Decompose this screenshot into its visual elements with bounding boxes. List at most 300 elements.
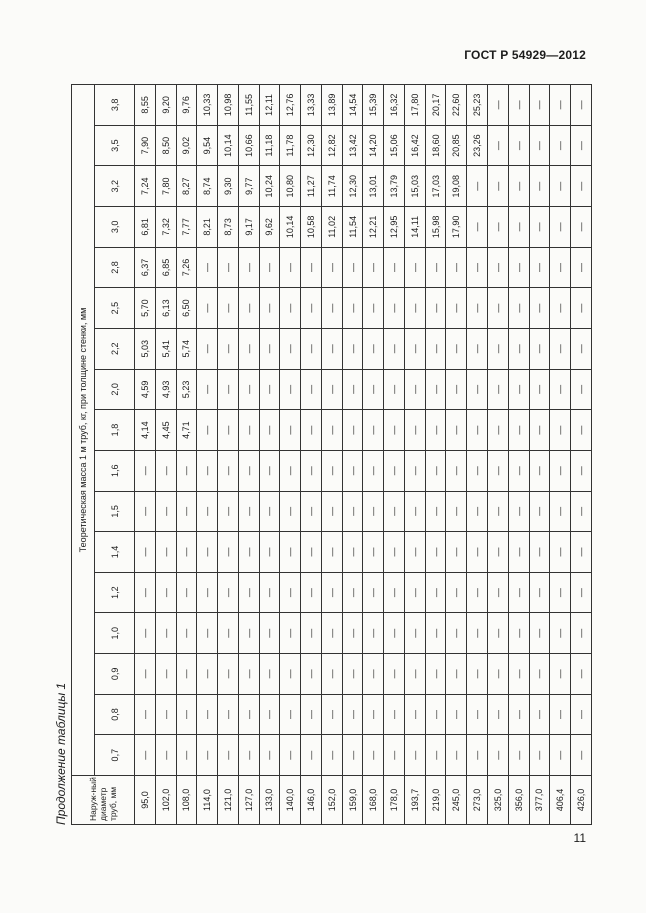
mass-cell: — (197, 654, 218, 695)
mass-cell: — (550, 450, 571, 491)
mass-cell: — (259, 328, 280, 369)
mass-cell: — (529, 166, 550, 207)
mass-cell: — (446, 410, 467, 451)
mass-cell: — (280, 288, 301, 329)
mass-cell: — (488, 654, 509, 695)
mass-cell: 25,23 (467, 85, 488, 126)
mass-cell: — (218, 572, 239, 613)
standard-header: ГОСТ Р 54929—2012 (464, 48, 586, 62)
diameter-cell: 152,0 (321, 776, 342, 825)
mass-cell: — (280, 572, 301, 613)
thickness-header-cell: 0,9 (95, 654, 135, 695)
diameter-cell: 102,0 (155, 776, 176, 825)
mass-cell: 12,21 (363, 207, 384, 248)
mass-cell: — (301, 328, 322, 369)
mass-cell: — (135, 735, 156, 776)
mass-cell: — (238, 735, 259, 776)
mass-cell: — (529, 85, 550, 126)
mass-cell: — (571, 450, 592, 491)
mass-cell: 5,03 (135, 328, 156, 369)
diameter-cell: 245,0 (446, 776, 467, 825)
mass-cell: — (155, 654, 176, 695)
diameter-cell: 178,0 (384, 776, 405, 825)
mass-cell: — (321, 572, 342, 613)
mass-cell: — (176, 532, 197, 573)
mass-cell: — (488, 125, 509, 166)
mass-cell: — (571, 166, 592, 207)
mass-cell: — (197, 288, 218, 329)
mass-cell: 8,55 (135, 85, 156, 126)
mass-cell: 4,45 (155, 410, 176, 451)
mass-cell: — (218, 288, 239, 329)
mass-cell: 10,33 (197, 85, 218, 126)
mass-cell: — (467, 572, 488, 613)
mass-cell: 12,95 (384, 207, 405, 248)
mass-cell: — (508, 125, 529, 166)
mass-cell: 13,01 (363, 166, 384, 207)
mass-cell: — (259, 654, 280, 695)
mass-cell: — (529, 532, 550, 573)
table-row (218, 85, 239, 825)
mass-cell: — (508, 491, 529, 532)
mass-cell: — (197, 613, 218, 654)
mass-cell: — (321, 532, 342, 573)
mass-cell: 7,24 (135, 166, 156, 207)
mass-cell: — (467, 207, 488, 248)
mass-cell: — (508, 85, 529, 126)
mass-cell: — (467, 369, 488, 410)
mass-cell: — (404, 410, 425, 451)
mass-cell: 11,18 (259, 125, 280, 166)
table-caption: Продолжение таблицы 1 (54, 682, 68, 825)
table-row (135, 85, 156, 825)
mass-cell: — (550, 207, 571, 248)
mass-cell: — (508, 735, 529, 776)
mass-cell: — (197, 735, 218, 776)
mass-cell: — (404, 369, 425, 410)
table-row (301, 85, 322, 825)
mass-cell: — (259, 532, 280, 573)
mass-cell: — (446, 247, 467, 288)
mass-cell: — (488, 613, 509, 654)
mass-cell: 22,60 (446, 85, 467, 126)
mass-cell: — (550, 85, 571, 126)
mass-cell: — (301, 572, 322, 613)
diameter-cell: 219,0 (425, 776, 446, 825)
table-row (550, 85, 571, 825)
mass-cell: 12,11 (259, 85, 280, 126)
mass-cell: — (342, 369, 363, 410)
diameter-cell: 95,0 (135, 776, 156, 825)
mass-cell: — (446, 694, 467, 735)
mass-cell: — (529, 491, 550, 532)
mass-cell: — (467, 247, 488, 288)
mass-cell: — (384, 247, 405, 288)
mass-cell: — (571, 328, 592, 369)
mass-cell: — (550, 572, 571, 613)
diameter-cell: 426,0 (571, 776, 592, 825)
mass-cell: — (301, 410, 322, 451)
mass-cell: 6,85 (155, 247, 176, 288)
thickness-header-cell: 0,7 (95, 735, 135, 776)
mass-cell: — (197, 247, 218, 288)
mass-cell: — (155, 572, 176, 613)
mass-cell: — (155, 532, 176, 573)
mass-cell: — (446, 450, 467, 491)
thickness-header-cell: 1,0 (95, 613, 135, 654)
diameter-cell: 168,0 (363, 776, 384, 825)
table-row (197, 85, 218, 825)
table-row (508, 85, 529, 825)
mass-cell: 9,77 (238, 166, 259, 207)
mass-cell: — (342, 288, 363, 329)
diameter-cell: 140,0 (280, 776, 301, 825)
mass-cell: — (238, 572, 259, 613)
mass-cell: 8,27 (176, 166, 197, 207)
mass-cell: — (238, 654, 259, 695)
mass-cell: — (404, 735, 425, 776)
mass-cell: — (218, 532, 239, 573)
mass-cell: — (384, 410, 405, 451)
diameter-header: Наруж-ный диаметр труб, мм (72, 776, 135, 825)
mass-cell: — (363, 694, 384, 735)
mass-cell: — (176, 613, 197, 654)
mass-cell: — (508, 410, 529, 451)
mass-cell: — (467, 613, 488, 654)
mass-cell: — (488, 572, 509, 613)
mass-cell: — (176, 491, 197, 532)
mass-cell: 4,93 (155, 369, 176, 410)
mass-cell: 8,74 (197, 166, 218, 207)
mass-cell: — (301, 450, 322, 491)
thickness-header-cell: 0,8 (95, 694, 135, 735)
mass-cell: — (425, 247, 446, 288)
mass-cell: — (321, 410, 342, 451)
table-row (155, 85, 176, 825)
mass-cell: 10,80 (280, 166, 301, 207)
mass-cell: — (404, 613, 425, 654)
mass-cell: — (218, 410, 239, 451)
mass-cell: — (342, 735, 363, 776)
mass-cell: — (404, 328, 425, 369)
mass-cell: 9,17 (238, 207, 259, 248)
mass-cell: — (259, 694, 280, 735)
mass-cell: 14,54 (342, 85, 363, 126)
mass-cell: — (446, 572, 467, 613)
thickness-header-cell: 3,8 (95, 85, 135, 126)
mass-cell: — (425, 613, 446, 654)
mass-cell: — (280, 410, 301, 451)
mass-cell: — (446, 654, 467, 695)
mass-cell: — (342, 450, 363, 491)
mass-cell: 16,32 (384, 85, 405, 126)
mass-cell: — (550, 369, 571, 410)
mass-cell: — (508, 694, 529, 735)
mass-cell: — (321, 735, 342, 776)
mass-cell: — (550, 247, 571, 288)
mass-cell: — (425, 328, 446, 369)
mass-cell: — (135, 450, 156, 491)
mass-cell: — (176, 654, 197, 695)
mass-cell: — (384, 288, 405, 329)
table-row (384, 85, 405, 825)
mass-cell: — (259, 735, 280, 776)
mass-cell: — (301, 735, 322, 776)
mass-cell: 11,54 (342, 207, 363, 248)
mass-cell: 12,30 (301, 125, 322, 166)
mass-cell: — (529, 410, 550, 451)
mass-cell: — (363, 572, 384, 613)
mass-cell: — (404, 288, 425, 329)
mass-cell: — (404, 532, 425, 573)
mass-cell: — (135, 532, 156, 573)
mass-cell: — (363, 328, 384, 369)
mass-cell: — (342, 247, 363, 288)
mass-cell: — (218, 369, 239, 410)
mass-cell: — (508, 572, 529, 613)
mass-cell: 13,33 (301, 85, 322, 126)
mass-cell: — (280, 247, 301, 288)
mass-cell: — (446, 491, 467, 532)
diameter-cell: 159,0 (342, 776, 363, 825)
table-row (176, 85, 197, 825)
mass-cell: — (363, 410, 384, 451)
mass-cell: 11,02 (321, 207, 342, 248)
mass-cell: — (488, 166, 509, 207)
mass-cell: 10,66 (238, 125, 259, 166)
mass-cell: 13,42 (342, 125, 363, 166)
mass-cell: — (529, 207, 550, 248)
mass-cell: — (238, 369, 259, 410)
mass-cell: — (301, 654, 322, 695)
mass-cell: — (529, 694, 550, 735)
mass-cell: — (467, 410, 488, 451)
mass-cell: — (238, 247, 259, 288)
mass-cell: — (571, 491, 592, 532)
mass-cell: — (280, 735, 301, 776)
thickness-header-row (95, 85, 135, 825)
mass-cell: 7,80 (155, 166, 176, 207)
mass-cell: — (321, 288, 342, 329)
mass-cell: — (550, 735, 571, 776)
mass-cell: 15,06 (384, 125, 405, 166)
diameter-cell: 325,0 (488, 776, 509, 825)
mass-group-header: Теоретическая масса 1 м труб, кг, при толщине стенки, мм (72, 85, 95, 776)
mass-cell: — (404, 654, 425, 695)
mass-cell: — (301, 694, 322, 735)
mass-cell: — (280, 328, 301, 369)
mass-cell: — (155, 450, 176, 491)
mass-cell: — (508, 369, 529, 410)
mass-cell: — (384, 369, 405, 410)
mass-cell: — (571, 654, 592, 695)
mass-cell: — (550, 328, 571, 369)
mass-cell: — (446, 735, 467, 776)
mass-cell: — (176, 735, 197, 776)
mass-cell: 8,73 (218, 207, 239, 248)
mass-cell: — (342, 328, 363, 369)
mass-cell: — (529, 450, 550, 491)
mass-cell: — (550, 491, 571, 532)
mass-cell: 9,20 (155, 85, 176, 126)
mass-cell: 5,70 (135, 288, 156, 329)
mass-cell: — (218, 328, 239, 369)
mass-cell: — (280, 450, 301, 491)
table-row (467, 85, 488, 825)
mass-cell: — (280, 613, 301, 654)
mass-cell: 4,71 (176, 410, 197, 451)
mass-cell: — (342, 572, 363, 613)
mass-cell: — (467, 654, 488, 695)
mass-cell: — (467, 735, 488, 776)
thickness-header-cell: 2,8 (95, 247, 135, 288)
mass-cell: 7,77 (176, 207, 197, 248)
mass-cell: 12,30 (342, 166, 363, 207)
mass-cell: — (238, 288, 259, 329)
mass-cell: — (363, 613, 384, 654)
mass-cell: — (259, 572, 280, 613)
mass-cell: — (529, 613, 550, 654)
mass-cell: — (363, 491, 384, 532)
diameter-cell: 133,0 (259, 776, 280, 825)
mass-cell: — (529, 369, 550, 410)
mass-cell: 11,78 (280, 125, 301, 166)
mass-cell: — (363, 288, 384, 329)
mass-cell: — (321, 694, 342, 735)
mass-cell: — (488, 410, 509, 451)
mass-cell: — (425, 288, 446, 329)
diameter-cell: 193,7 (404, 776, 425, 825)
mass-cell: — (384, 572, 405, 613)
thickness-header-cell: 3,0 (95, 207, 135, 248)
mass-cell: — (321, 491, 342, 532)
mass-cell: — (301, 613, 322, 654)
mass-cell: — (508, 328, 529, 369)
mass-cell: — (425, 369, 446, 410)
mass-cell: 13,79 (384, 166, 405, 207)
mass-cell: — (342, 532, 363, 573)
mass-cell: — (301, 532, 322, 573)
mass-cell: 5,23 (176, 369, 197, 410)
mass-cell: 15,03 (404, 166, 425, 207)
mass-cell: — (404, 694, 425, 735)
mass-cell: — (218, 654, 239, 695)
mass-cell: — (301, 247, 322, 288)
mass-cell: — (550, 410, 571, 451)
table-row (280, 85, 301, 825)
mass-cell: 14,11 (404, 207, 425, 248)
mass-cell: — (404, 491, 425, 532)
mass-cell: — (363, 450, 384, 491)
table-row (363, 85, 384, 825)
mass-cell: — (467, 288, 488, 329)
diameter-cell: 273,0 (467, 776, 488, 825)
mass-cell: — (218, 694, 239, 735)
mass-cell: — (529, 572, 550, 613)
mass-cell: — (488, 491, 509, 532)
mass-cell: — (135, 694, 156, 735)
mass-cell: — (176, 572, 197, 613)
mass-cell: 7,90 (135, 125, 156, 166)
mass-cell: — (280, 491, 301, 532)
table-row (571, 85, 592, 825)
mass-cell: — (550, 532, 571, 573)
table-row (238, 85, 259, 825)
mass-cell: — (508, 450, 529, 491)
mass-cell: 6,50 (176, 288, 197, 329)
mass-cell: — (446, 328, 467, 369)
mass-cell: — (155, 491, 176, 532)
table-header (72, 85, 135, 825)
mass-cell: — (342, 491, 363, 532)
mass-cell: — (425, 532, 446, 573)
mass-cell: 14,20 (363, 125, 384, 166)
mass-cell: 8,21 (197, 207, 218, 248)
mass-cell: — (571, 532, 592, 573)
diameter-cell: 108,0 (176, 776, 197, 825)
mass-cell: — (238, 694, 259, 735)
mass-cell: 18,60 (425, 125, 446, 166)
mass-cell: — (197, 369, 218, 410)
thickness-header-cell: 1,2 (95, 572, 135, 613)
mass-cell: 16,42 (404, 125, 425, 166)
table-row (488, 85, 509, 825)
mass-cell: 6,13 (155, 288, 176, 329)
diameter-cell: 146,0 (301, 776, 322, 825)
mass-cell: — (238, 410, 259, 451)
mass-cell: — (238, 532, 259, 573)
mass-cell: — (321, 328, 342, 369)
mass-cell: — (529, 328, 550, 369)
mass-cell: 4,14 (135, 410, 156, 451)
mass-cell: — (488, 288, 509, 329)
mass-cell: — (425, 735, 446, 776)
mass-cell: 13,89 (321, 85, 342, 126)
mass-cell: — (197, 410, 218, 451)
mass-cell: — (342, 410, 363, 451)
mass-cell: — (238, 613, 259, 654)
mass-cell: — (446, 288, 467, 329)
mass-cell: — (508, 207, 529, 248)
mass-cell: — (467, 491, 488, 532)
mass-cell: 11,27 (301, 166, 322, 207)
table-row (529, 85, 550, 825)
mass-cell: 11,55 (238, 85, 259, 126)
mass-cell: — (488, 735, 509, 776)
diameter-cell: 121,0 (218, 776, 239, 825)
mass-cell: — (425, 694, 446, 735)
mass-cell: — (404, 450, 425, 491)
diameter-cell: 127,0 (238, 776, 259, 825)
thickness-header-cell: 2,5 (95, 288, 135, 329)
mass-cell: — (425, 410, 446, 451)
mass-cell: — (384, 532, 405, 573)
mass-cell: 10,14 (218, 125, 239, 166)
mass-cell: 17,80 (404, 85, 425, 126)
mass-cell: — (342, 613, 363, 654)
mass-cell: — (135, 613, 156, 654)
diameter-cell: 114,0 (197, 776, 218, 825)
mass-cell: 9,30 (218, 166, 239, 207)
mass-cell: — (280, 369, 301, 410)
mass-cell: — (259, 369, 280, 410)
mass-cell: — (404, 247, 425, 288)
mass-cell: — (321, 369, 342, 410)
mass-cell: 20,85 (446, 125, 467, 166)
mass-cell: — (571, 288, 592, 329)
mass-cell: 7,32 (155, 207, 176, 248)
mass-cell: — (384, 613, 405, 654)
